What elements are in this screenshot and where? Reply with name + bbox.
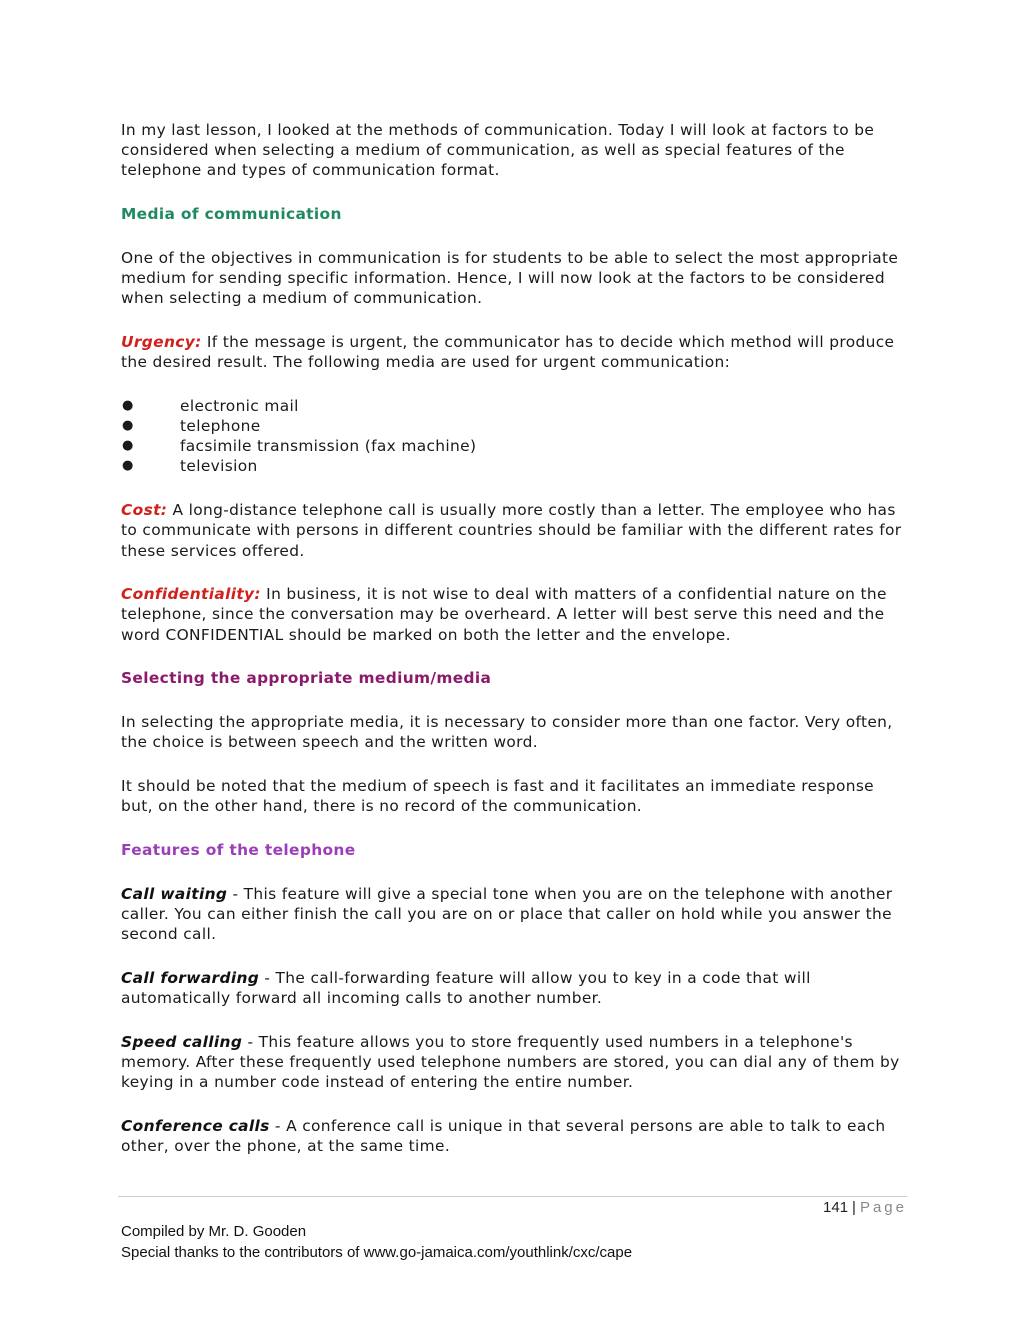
document-body <box>121 120 911 1180</box>
list-item-text: telephone <box>180 417 261 436</box>
cost-term: Cost: <box>121 501 168 520</box>
list-item <box>121 396 911 416</box>
selecting-paragraph-2: It should be noted that the medium of speech is fast and it facilitates an immediate response but, on the other hand, there is no record of the communication. <box>121 776 875 816</box>
list-item <box>121 416 911 436</box>
selecting-paragraph-1: In selecting the appropriate media, it is necessary to consider more than one factor. Very often, the choice is between speech and the written word. <box>121 713 893 752</box>
page-number-separator: | <box>852 1199 856 1216</box>
cost-paragraph <box>121 500 911 561</box>
call-forwarding-term: Call forwarding <box>121 968 260 987</box>
speed-calling-text: - This feature allows you to store frequently used numbers in a telephone's memory. After these frequently used telephone numbers are stored, you can dial any of them by keying in a number code instead of entering the entire number. <box>121 1032 900 1091</box>
intro-paragraph: In my last lesson, I looked at the methods of communication. Today I will look at factors to be considered when selecting a medium of communication, as well as special features of the telephone and types of communication format. <box>121 121 875 180</box>
compiled-by: Compiled by Mr. D. Gooden <box>121 1223 307 1240</box>
call-waiting-paragraph <box>121 884 911 945</box>
call-waiting-term: Call waiting <box>121 884 228 903</box>
page-number-value: 141 <box>823 1199 849 1216</box>
conference-calls-term: Conference calls <box>121 1116 270 1135</box>
speed-calling-paragraph <box>121 1032 911 1093</box>
urgency-text: If the message is urgent, the communicator has to decide which method will produce the desired result. The following media are used for urgent communication: <box>121 332 895 372</box>
call-forwarding-text: - The call-forwarding feature will allow you to key in a code that will automatically forward all incoming calls to another number. <box>121 968 811 1007</box>
media-paragraph: One of the objectives in communication is for students to be able to select the most appropriate medium for sending specific information. Hence, I will now look at the factors to be considered when selecting a medium of communication. <box>121 248 899 308</box>
list-item-text: facsimile transmission (fax machine) <box>180 437 477 456</box>
list-item-text: television <box>180 457 258 476</box>
urgency-paragraph <box>121 332 911 372</box>
cost-text: A long-distance telephone call is usually more costly than a letter. The employee who has to communicate with persons in different countries should be familiar with the different rates for these services offered. <box>121 501 902 560</box>
features-heading: Features of the telephone <box>121 840 356 859</box>
selecting-heading: Selecting the appropriate medium/media <box>121 669 492 688</box>
thanks-line: Special thanks to the contributors of www.go-jamaica.com/youthlink/cxc/cape <box>121 1244 633 1261</box>
footer-divider <box>118 1196 907 1197</box>
bullet-icon: ● <box>122 458 134 474</box>
conference-calls-paragraph <box>121 1116 911 1156</box>
page-word: Page <box>859 1199 907 1216</box>
bullet-icon: ● <box>122 397 134 413</box>
page-number <box>823 1199 907 1216</box>
list-item <box>121 436 911 456</box>
call-waiting-text: - This feature will give a special tone when you are on the telephone with another caller. You can either finish the call you are on or place that caller on hold while you answer the second call. <box>121 884 893 943</box>
footer <box>121 1221 632 1263</box>
confidentiality-term: Confidentiality: <box>121 585 261 604</box>
bullet-icon: ● <box>122 438 134 454</box>
conference-calls-text: - A conference call is unique in that several persons are able to talk to each other, over the phone, at the same time. <box>121 1116 886 1155</box>
list-item <box>121 456 911 476</box>
media-heading: Media of communication <box>121 205 342 224</box>
confidentiality-text: In business, it is not wise to deal with matters of a confidential nature on the telephone, since the conversation may be overheard. A letter will best serve this need and the word CONFIDENTIAL should be marked on both the letter and the envelope. <box>121 585 887 644</box>
urgent-media-list <box>121 396 911 477</box>
call-forwarding-paragraph <box>121 968 911 1008</box>
bullet-icon: ● <box>122 418 134 434</box>
list-item-text: electronic mail <box>180 396 299 415</box>
speed-calling-term: Speed calling <box>121 1032 243 1051</box>
urgency-term: Urgency: <box>121 332 202 351</box>
confidentiality-paragraph <box>121 584 911 645</box>
